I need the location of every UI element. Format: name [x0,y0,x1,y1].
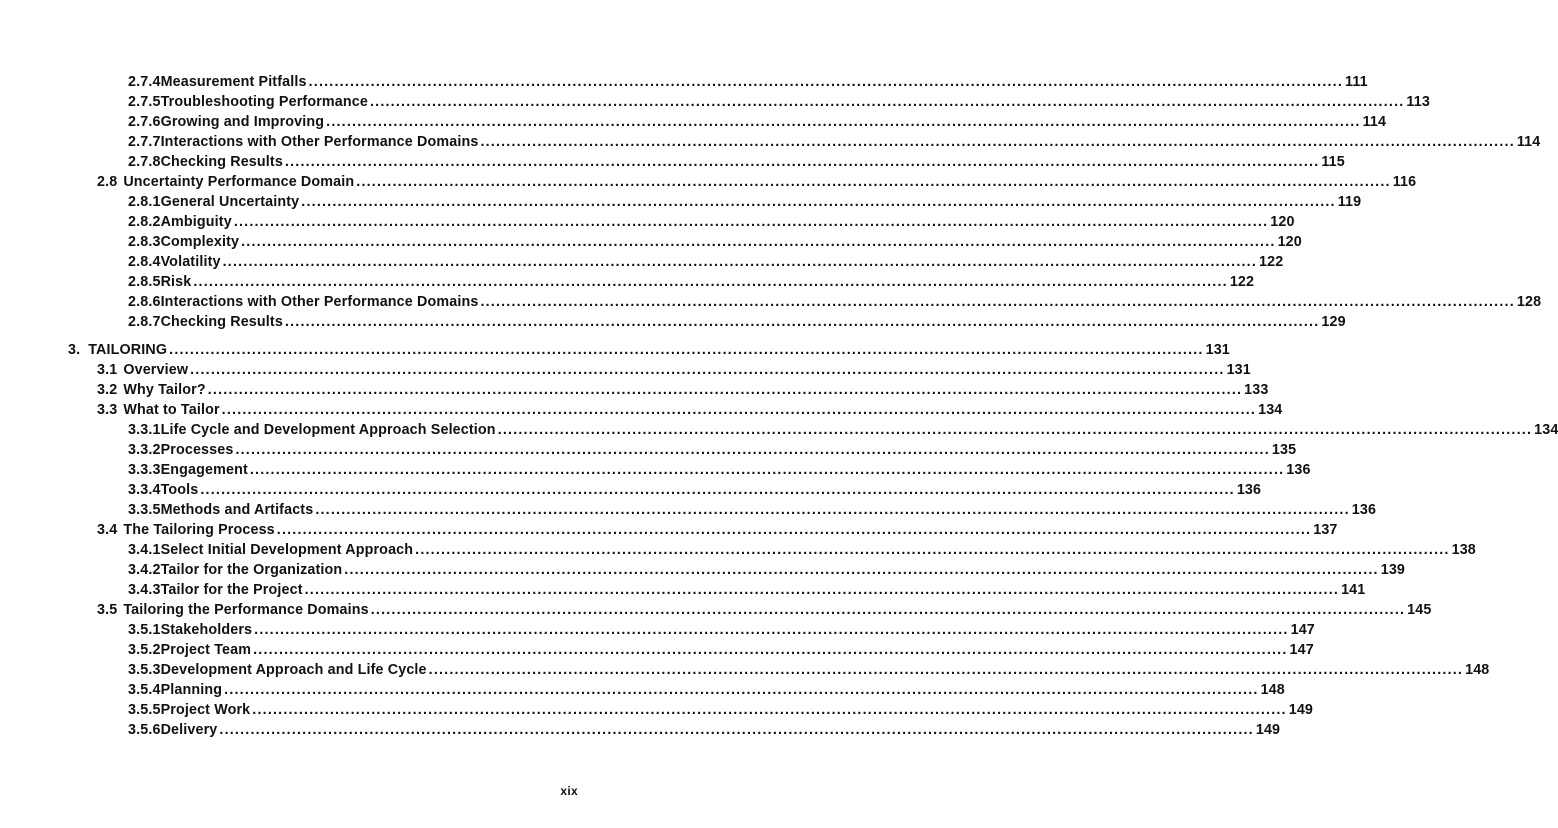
toc-entry-title: Delivery [160,722,218,738]
toc-entry-number: 3.4.3 [128,582,161,598]
toc-entry-page: 149 [1288,702,1314,718]
toc-entry-number: 2.8.4 [128,254,161,270]
toc-entry-number: 3.3.3 [128,462,161,478]
toc-entry-page: 111 [1345,74,1368,90]
toc-entry [128,294,1542,314]
toc-entry-title: Methods and Artifacts [160,502,314,518]
toc-entry-page: 145 [1407,602,1432,618]
toc-dot-leader: ........................................................................................................................................................................................................ [369,94,1405,110]
toc-entry [128,722,1281,742]
toc-entry [97,174,1417,194]
toc-entry-title: Stakeholders [160,622,253,638]
toc-entry [128,682,1285,702]
toc-entry-title: Uncertainty Performance Domain [123,174,355,190]
toc-dot-leader: ........................................................................................................................................................................................................ [190,362,1225,378]
toc-entry-number: 2.7.8 [128,154,161,170]
toc-entry-title: Tailoring the Performance Domains [123,602,369,618]
toc-entry-number: 2.7.6 [128,114,161,130]
toc-entry-number: 2.8.7 [128,314,161,330]
toc-entry-title: Tools [160,482,199,498]
toc-dot-leader: ........................................................................................................................................................................................................ [233,214,1269,230]
toc-dot-leader: ........................................................................................................................................................................................................ [222,254,1258,270]
toc-entry [97,362,1251,382]
toc-entry-title: Checking Results [160,154,283,170]
toc-entry-number: 3.3.5 [128,502,161,518]
toc-entry-title: Measurement Pitfalls [160,74,307,90]
toc-dot-leader: ........................................................................................................................................................................................................ [219,722,1254,738]
toc-entry-number: 3.3.4 [128,482,161,498]
toc-entry-page: 128 [1516,294,1542,310]
toc-entry [128,482,1262,502]
toc-dot-leader: ........................................................................................................................................................................................................ [200,482,1235,498]
toc-dot-leader: ........................................................................................................................................................................................................ [193,274,1228,290]
toc-entry-number: 3.5 [97,602,118,618]
toc-entry-title: Tailor for the Organization [160,562,343,578]
toc-entry-page: 136 [1236,482,1262,498]
toc-dot-leader: ........................................................................................................................................................................................................ [276,522,1312,538]
toc-entry-title: Checking Results [160,314,283,330]
toc-entry-title: Overview [123,362,189,378]
toc-dot-leader: ........................................................................................................................................................................................................ [301,194,1336,210]
toc-dot-leader: ........................................................................................................................................................................................................ [326,114,1361,130]
toc-entry-title: Risk [160,274,192,290]
toc-entry-page: 133 [1244,382,1269,398]
toc-dot-leader: ........................................................................................................................................................................................................ [428,662,1464,678]
toc-entry [128,542,1476,562]
toc-dot-leader: ........................................................................................................................................................................................................ [315,502,1350,518]
toc-entry-number: 2.8.2 [128,214,161,230]
toc-entry-number: 3.4.2 [128,562,161,578]
toc-entry [128,662,1490,682]
toc-entry-title: Project Team [160,642,252,658]
toc-entry-title: Volatility [160,254,221,270]
toc-entry [128,134,1541,154]
toc-dot-leader: ........................................................................................................................................................................................................ [356,174,1391,190]
toc-entry-page: 115 [1321,154,1345,170]
toc-entry-title: Life Cycle and Development Approach Selection [160,422,496,438]
toc-entry-page: 148 [1465,662,1490,678]
toc-entry-page: 138 [1451,542,1476,558]
toc-dot-leader: ........................................................................................................................................................................................................ [253,642,1288,658]
toc-entry [128,462,1311,482]
toc-entry-number: 2.8 [97,174,118,190]
toc-entry-number: 2.8.3 [128,234,161,250]
toc-entry [128,422,1558,442]
toc-entry [128,502,1377,522]
toc-entry-title: Project Work [160,702,251,718]
toc-entry-number: 3.4.1 [128,542,161,558]
toc-entry-page: 122 [1259,254,1284,270]
toc-entry [128,314,1346,334]
toc-entry-page: 131 [1226,362,1251,378]
toc-entry-number: 3.5.1 [128,622,161,638]
toc-entry-title: What to Tailor [123,402,220,418]
toc-entry-number: 2.7.5 [128,94,161,110]
toc-dot-leader: ........................................................................................................................................................................................................ [284,314,1320,330]
toc-entry [68,342,1230,362]
toc-dot-leader: ........................................................................................................................................................................................................ [370,602,1406,618]
toc-entry-number: 3.3 [97,402,118,418]
toc-entry-title: General Uncertainty [160,194,300,210]
toc-entry-title: Ambiguity [160,214,232,230]
toc-entry-number: 3.3.1 [128,422,161,438]
toc-dot-leader: ........................................................................................................................................................................................................ [308,74,1344,90]
toc-dot-leader: ........................................................................................................................................................................................................ [207,382,1243,398]
toc-entry [128,622,1315,642]
toc-entry [128,274,1255,294]
toc-entry-number: 2.7.7 [128,134,161,150]
toc-entry-title: Engagement [160,462,248,478]
toc-entry-page: 148 [1260,682,1285,698]
toc-entry-page: 134 [1258,402,1283,418]
toc-entry-number: 3.1 [97,362,118,378]
toc-entry-title: Troubleshooting Performance [160,94,368,110]
toc-dot-leader: ........................................................................................................................................................................................................ [480,294,1515,310]
toc-dot-leader: ........................................................................................................................................................................................................ [224,682,1259,698]
toc-entry-title: TAILORING [88,342,168,358]
toc-entry-page: 137 [1313,522,1338,538]
toc-entry-number: 3.3.2 [128,442,161,458]
toc-entry [97,602,1432,622]
toc-entry-page: 136 [1286,462,1311,478]
toc-entry-page: 141 [1341,582,1366,598]
toc-entry-page: 136 [1351,502,1377,518]
toc-entry-title: Development Approach and Life Cycle [160,662,427,678]
toc-entry-page: 134 [1534,422,1558,438]
toc-entry-title: The Tailoring Process [123,522,275,538]
toc-entry [128,74,1368,94]
toc-entry-page: 120 [1277,234,1302,250]
toc-entry [128,442,1297,462]
toc-entry-number: 2.7.4 [128,74,161,90]
toc-entry-number: 3.5.5 [128,702,161,718]
toc-dot-leader: ........................................................................................................................................................................................................ [480,134,1515,150]
toc-entry [97,402,1283,422]
toc-dot-leader: ........................................................................................................................................................................................................ [497,422,1533,438]
toc-entry [128,214,1295,234]
toc-dot-leader: ........................................................................................................................................................................................................ [221,402,1257,418]
toc-entry [128,254,1284,274]
toc-entry-number: 3.5.2 [128,642,161,658]
toc-entry-number: 2.8.6 [128,294,161,310]
toc-dot-leader: ........................................................................................................................................................................................................ [241,234,1276,250]
toc-entry-number: 2.8.5 [128,274,161,290]
toc-entry-page: 149 [1255,722,1281,738]
toc-entry-page: 135 [1271,442,1297,458]
toc-entry-number: 3.5.4 [128,682,161,698]
toc-entry-number: 2.8.1 [128,194,161,210]
toc-entry-page: 147 [1290,622,1315,638]
toc-entry [128,154,1345,174]
toc-entry-page: 113 [1406,94,1430,110]
toc-entry-title: Interactions with Other Performance Domains [160,294,479,310]
toc-dot-leader: ........................................................................................................................................................................................................ [249,462,1285,478]
toc-entry [128,194,1362,214]
toc-entry [128,702,1314,722]
toc-entry-number: 3.5.6 [128,722,161,738]
toc-entry-number: 3.5.3 [128,662,161,678]
toc-entry-title: Processes [160,442,234,458]
toc-entry [128,562,1406,582]
toc-entry-page: 139 [1380,562,1406,578]
toc-dot-leader: ........................................................................................................................................................................................................ [304,582,1340,598]
toc-entry-title: Why Tailor? [123,382,206,398]
toc-dot-leader: ........................................................................................................................................................................................................ [415,542,1450,558]
toc-entry-title: Tailor for the Project [160,582,303,598]
toc-entry-title: Interactions with Other Performance Domains [160,134,479,150]
toc-entry-page: 120 [1270,214,1295,230]
toc-entry-page: 122 [1229,274,1255,290]
toc-entry-title: Complexity [160,234,240,250]
toc-entry [128,94,1430,114]
toc-entry-number: 3.2 [97,382,118,398]
toc-entry-page: 114 [1362,114,1387,130]
toc-dot-leader: ........................................................................................................................................................................................................ [284,154,1320,170]
page-number: xix [560,784,578,798]
toc-entry [128,114,1387,134]
toc-entry-title: Growing and Improving [160,114,325,130]
toc-dot-leader: ........................................................................................................................................................................................................ [254,622,1289,638]
toc-entry-number: 3.4 [97,522,118,538]
toc-entry-page: 114 [1516,134,1541,150]
toc-entry-page: 131 [1205,342,1230,358]
toc-dot-leader: ........................................................................................................................................................................................................ [235,442,1270,458]
toc-dot-leader: ........................................................................................................................................................................................................ [169,342,1204,358]
toc-entry-page: 116 [1392,174,1417,190]
toc-entry-page: 129 [1321,314,1346,330]
toc-entry-title: Select Initial Development Approach [160,542,414,558]
toc-entry [128,642,1314,662]
toc-entry [97,522,1338,542]
toc-dot-leader: ........................................................................................................................................................................................................ [344,562,1379,578]
toc-entry-page: 147 [1289,642,1314,658]
toc-entry [128,234,1302,254]
toc-entry-page: 119 [1337,194,1362,210]
toc-entry [97,382,1269,402]
toc-entry [128,582,1366,602]
toc-entry-number: 3. [68,342,81,358]
toc-entry-title: Planning [160,682,223,698]
toc-dot-leader: ........................................................................................................................................................................................................ [252,702,1287,718]
